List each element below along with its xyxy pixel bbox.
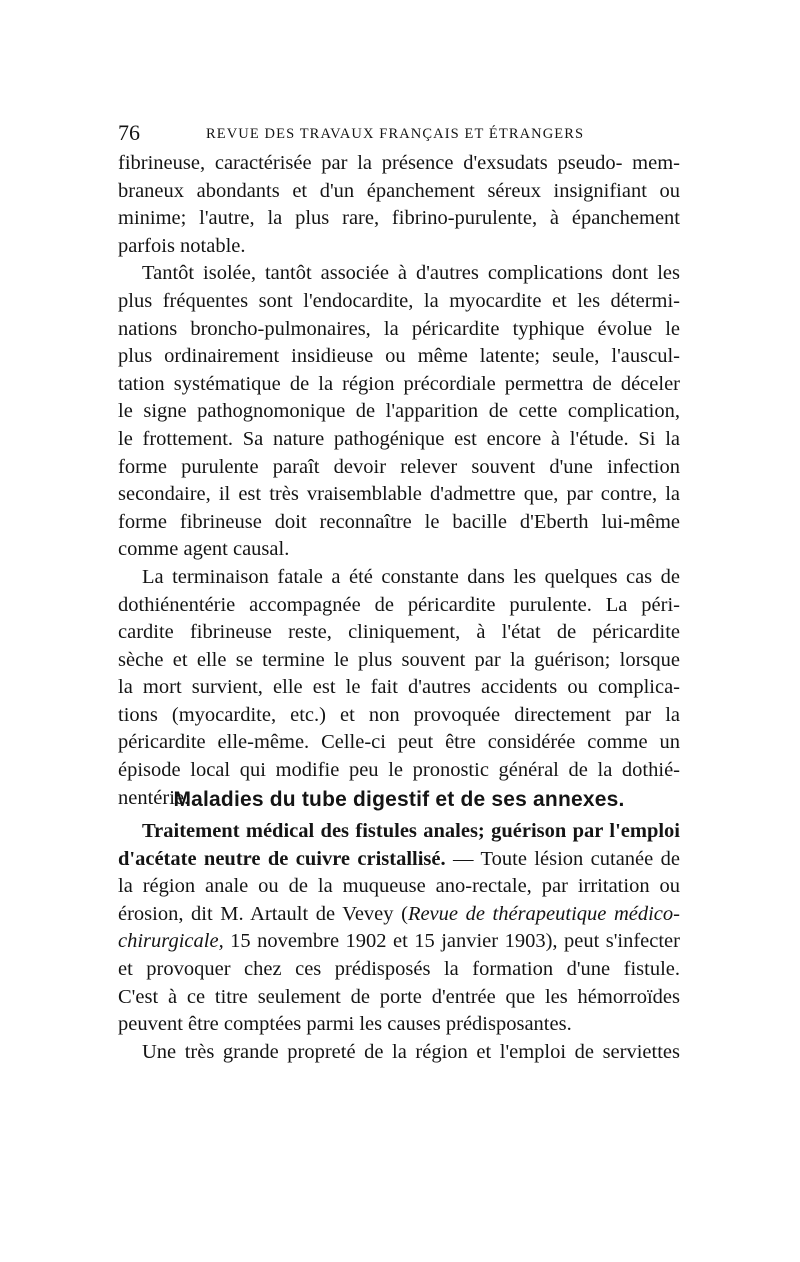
body-text — [118, 150, 680, 812]
italic-run: chirurgicale, — [118, 930, 224, 953]
text-line: forme purulente paraît devoir relever souvent d'une infection — [118, 455, 680, 478]
text-line: peuvent être comptées parmi les causes prédisposantes. — [118, 1013, 572, 1036]
paragraph — [118, 150, 680, 260]
text-run: 15 novembre 1902 et 15 janvier 1903), peut s'infecter — [223, 930, 680, 953]
page-header — [118, 120, 680, 150]
text-line: dothiénentérie accompagnée de péricardite purulente. La péri- — [118, 593, 680, 616]
text-line: la mort survient, elle est le fait d'autres accidents ou complica- — [118, 676, 680, 699]
text-line: secondaire, il est très vraisemblable d'admettre que, par contre, la — [118, 483, 680, 506]
text-line: le signe pathognomonique de l'apparition de cette complication, — [118, 400, 680, 423]
paragraph — [118, 818, 680, 1039]
paragraph — [118, 1039, 680, 1067]
text-line: nations broncho-pulmonaires, la péricardite typhique évolue le — [118, 317, 680, 340]
text-line: nentérie. — [118, 786, 190, 809]
text-line: tation systématique de la région précordiale permettra de déceler — [118, 372, 680, 395]
paragraph — [118, 260, 680, 564]
text-line-bold: Traitement médical des fistules anales; guérison par l'emploi — [142, 820, 680, 842]
text-line: le frottement. Sa nature pathogénique est encore à l'étude. Si la — [118, 427, 680, 450]
text-line: C'est à ce titre seulement de porte d'entrée que les hémorroïdes — [118, 985, 680, 1008]
text-line: la région anale ou de la muqueuse ano-rectale, par irritation ou — [118, 875, 680, 898]
paragraph — [118, 564, 680, 812]
text-line: La terminaison fatale a été constante dans les quelques cas de — [142, 565, 680, 588]
page-number: 76 — [118, 120, 140, 145]
text-line — [118, 928, 680, 956]
text-line: minime; l'autre, la plus rare, fibrino-purulente, à épanchement — [118, 207, 680, 230]
text-line: épisode local qui modifie peu le pronostic général de la dothié- — [118, 759, 680, 782]
text-line: fibrineuse, caractérisée par la présence d'exsudats pseudo- mem- — [118, 152, 680, 174]
text-run: érosion, dit M. Artault de Vevey ( — [118, 902, 408, 925]
italic-run: Revue de thérapeutique médico- — [407, 902, 680, 925]
text-line — [118, 846, 680, 874]
text-line: Une très grande propreté de la région et l'emploi de serviettes — [142, 1040, 680, 1063]
text-line — [118, 901, 680, 929]
text-line: forme fibrineuse doit reconnaître le bacille d'Eberth lui-même — [118, 510, 680, 533]
text-line: comme agent causal. — [118, 538, 290, 561]
text-line: cardite fibrineuse reste, cliniquement, à l'état de péricardite — [118, 621, 680, 644]
text-line: braneux abondants et d'un épanchement séreux insignifiant ou — [118, 179, 680, 202]
body-text-section — [118, 818, 680, 1066]
text-line: plus fréquentes sont l'endocardite, la myocardite et les détermi- — [118, 289, 680, 312]
text-line: péricardite elle-même. Celle-ci peut être considérée comme un — [118, 731, 680, 754]
text-line: et provoquer chez ces prédisposés la formation d'une fistule. — [118, 957, 680, 980]
text-line: sèche et elle se termine le plus souvent par la guérison; lorsque — [118, 648, 680, 671]
text-line: Tantôt isolée, tantôt associée à d'autres complications dont les — [142, 262, 680, 285]
text-line: plus ordinairement insidieuse ou même latente; seule, l'auscul- — [118, 345, 680, 368]
text-run: — Toute lésion cutanée de — [445, 847, 680, 870]
running-head: REVUE DES TRAVAUX FRANÇAIS ET ÉTRANGERS — [206, 126, 585, 142]
section-heading: Maladies du tube digestif et de ses annexes. — [173, 788, 625, 811]
text-line: tions (myocardite, etc.) et non provoquée directement par la — [118, 703, 680, 726]
bold-run: d'acétate neutre de cuivre cristallisé. — [118, 847, 446, 870]
text-line: parfois notable. — [118, 234, 246, 257]
